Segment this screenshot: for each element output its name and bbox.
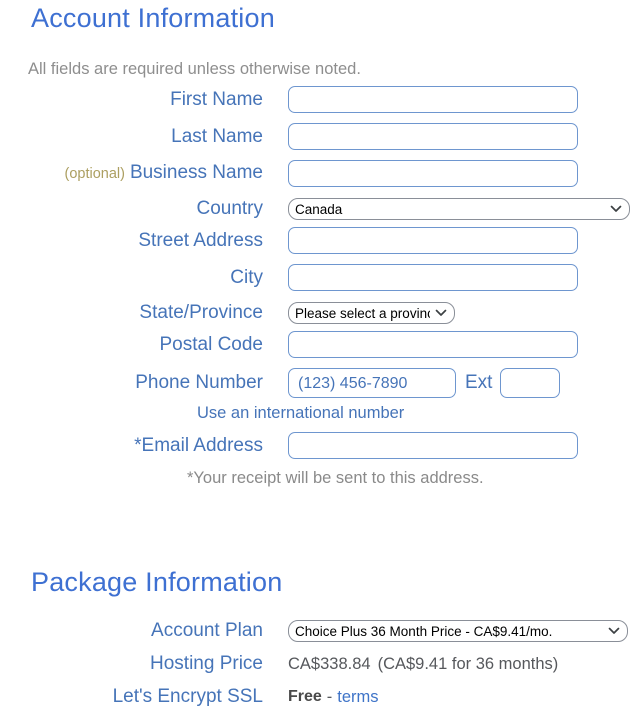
terms-link[interactable]: terms	[337, 687, 379, 706]
account-plan-select-wrap	[288, 620, 628, 642]
first-name-input[interactable]	[288, 86, 578, 113]
business-name-label-text: Business Name	[129, 162, 263, 183]
hosting-price-detail: (CA$9.41 for 36 months)	[377, 654, 559, 673]
account-plan-label: Account Plan	[151, 620, 263, 641]
hosting-price-row	[0, 652, 643, 676]
postal-code-input[interactable]	[288, 331, 578, 358]
street-address-row	[0, 227, 643, 254]
ext-input[interactable]	[500, 368, 560, 398]
hosting-price-value	[288, 655, 558, 674]
account-plan-row	[0, 619, 643, 643]
last-name-label: Last Name	[171, 125, 263, 147]
state-province-select[interactable]	[288, 302, 455, 324]
business-name-row	[0, 160, 643, 187]
ssl-value	[288, 688, 379, 707]
required-fields-note: All fields are required unless otherwise noted.	[28, 60, 361, 78]
postal-code-row	[0, 331, 643, 358]
first-name-label: First Name	[170, 88, 263, 110]
postal-code-label: Postal Code	[159, 333, 263, 355]
email-address-input[interactable]	[288, 432, 578, 459]
optional-tag: (optional)	[64, 166, 125, 182]
phone-number-row	[0, 368, 643, 398]
country-select[interactable]	[288, 198, 630, 220]
phone-number-input[interactable]	[288, 368, 456, 398]
city-row	[0, 264, 643, 291]
country-select-wrap	[288, 198, 630, 220]
use-international-number-link[interactable]: Use an international number	[197, 404, 405, 422]
account-information-title: Account Information	[31, 3, 275, 33]
city-label: City	[230, 266, 263, 288]
business-name-input[interactable]	[288, 160, 578, 187]
account-plan-select[interactable]	[288, 620, 628, 642]
ssl-separator: -	[326, 687, 333, 706]
business-name-label	[0, 161, 263, 186]
hosting-price-label: Hosting Price	[150, 653, 263, 674]
country-label: Country	[196, 198, 263, 219]
first-name-row	[0, 86, 643, 113]
last-name-input[interactable]	[288, 123, 578, 150]
receipt-note: *Your receipt will be sent to this address.	[187, 469, 484, 487]
email-address-row	[0, 432, 643, 459]
ssl-label: Let's Encrypt SSL	[112, 686, 263, 707]
email-address-label: *Email Address	[134, 434, 263, 456]
country-row	[0, 197, 643, 221]
city-input[interactable]	[288, 264, 578, 291]
street-address-input[interactable]	[288, 227, 578, 254]
ssl-row	[0, 685, 643, 709]
street-address-label: Street Address	[138, 229, 263, 251]
ext-label: Ext	[465, 372, 493, 393]
ssl-free-text: Free	[288, 688, 322, 705]
state-province-label: State/Province	[139, 302, 263, 323]
hosting-price-amount: CA$338.84	[288, 654, 371, 673]
state-province-row	[0, 301, 643, 325]
state-select-wrap	[288, 302, 455, 324]
package-information-title: Package Information	[31, 567, 283, 597]
package-rows	[0, 619, 643, 709]
last-name-row	[0, 123, 643, 150]
phone-number-label: Phone Number	[135, 372, 263, 393]
